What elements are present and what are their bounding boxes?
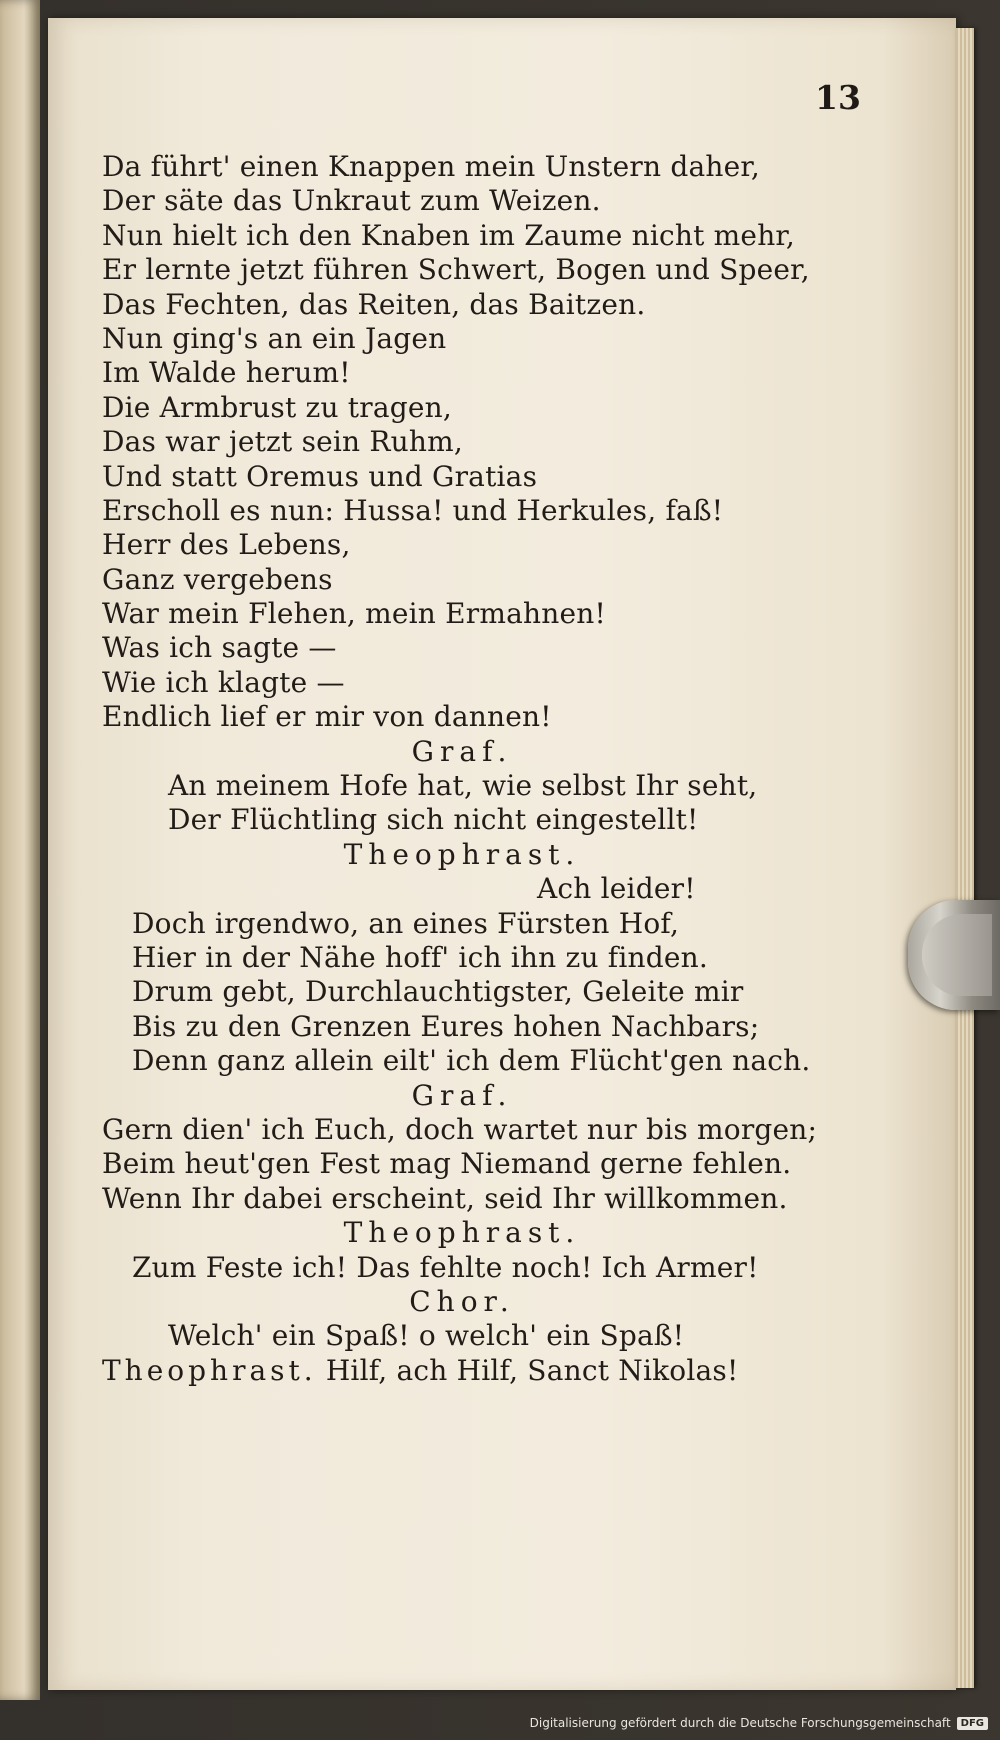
verse-line: War mein Flehen, mein Ermahnen! [102, 597, 606, 631]
verse-line: Was ich sagte — [102, 631, 337, 665]
verse-line: Wie ich klagte — [102, 665, 345, 699]
speaker-heading: Chor. [409, 1284, 515, 1318]
verse-line: Bis zu den Grenzen Eures hohen Nachbars; [132, 1009, 760, 1043]
verse-line: Er lernte jetzt führen Schwert, Bogen und Speer, [102, 253, 810, 287]
verse-line: Denn ganz allein eilt' ich dem Flücht'gen nach. [132, 1044, 811, 1078]
speaker-heading: Theophrast. [343, 837, 581, 871]
verse-line: Und statt Oremus und Gratias [102, 459, 538, 493]
speaker-heading: Theophrast. [343, 1216, 581, 1250]
verse-line: Der Flüchtling sich nicht eingestellt! [168, 803, 699, 837]
verse-line: Ganz vergebens [102, 562, 333, 596]
inline-speaker-name: Theophrast. [102, 1353, 317, 1387]
verse-line: Doch irgendwo, an eines Fürsten Hof, [132, 906, 680, 940]
page-text [102, 150, 862, 1388]
verse-line: Im Walde herum! [102, 356, 351, 390]
speaker-heading: Graf. [411, 1078, 513, 1112]
verse-line: Wenn Ihr dabei erscheint, seid Ihr willkommen. [102, 1181, 788, 1215]
verse-line: Ach leider! [537, 872, 696, 906]
verse-line: Drum gebt, Durchlauchtigster, Geleite mir [132, 975, 744, 1009]
speaker-heading: Graf. [411, 734, 513, 768]
verse-line-with-speaker [102, 1354, 862, 1388]
verse-line: Das war jetzt sein Ruhm, [102, 425, 463, 459]
verse-line: Gern dien' ich Euch, doch wartet nur bis morgen; [102, 1112, 818, 1146]
verse-line: Nun hielt ich den Knaben im Zaume nicht mehr, [102, 218, 796, 252]
verse-line: Zum Feste ich! Das fehlte noch! Ich Armer! [132, 1250, 759, 1284]
verse-line: Erscholl es nun: Hussa! und Herkules, faß! [102, 493, 724, 527]
verse-line: Der säte das Unkraut zum Weizen. [102, 184, 601, 218]
verse-line: Das Fechten, das Reiten, das Baitzen. [102, 287, 646, 321]
verse-line: Herr des Lebens, [102, 528, 351, 562]
verse-line: Da führt' einen Knappen mein Unstern daher, [102, 150, 760, 183]
verse-line: Beim heut'gen Fest mag Niemand gerne fehlen. [102, 1147, 792, 1181]
page-number: 13 [815, 78, 861, 117]
dfg-logo: DFG [957, 1717, 988, 1730]
verse-line: Welch' ein Spaß! o welch' ein Spaß! [168, 1319, 685, 1353]
footer-credit [530, 1716, 988, 1730]
page-stack-edge [956, 28, 974, 1688]
verse-text: Hilf, ach Hilf, Sanct Nikolas! [325, 1353, 739, 1387]
verse-line: Endlich lief er mir von dannen! [102, 700, 552, 734]
verse-line: Die Armbrust zu tragen, [102, 390, 452, 424]
facing-page-edge [0, 0, 40, 1700]
verse-line: Nun ging's an ein Jagen [102, 321, 447, 355]
verse-line: Hier in der Nähe hoff' ich ihn zu finden. [132, 940, 708, 974]
footer-credit-text: Digitalisierung gefördert durch die Deutsche Forschungsgemeinschaft [529, 1716, 951, 1730]
page-clip [908, 900, 1000, 1010]
verse-line: An meinem Hofe hat, wie selbst Ihr seht, [168, 769, 758, 803]
